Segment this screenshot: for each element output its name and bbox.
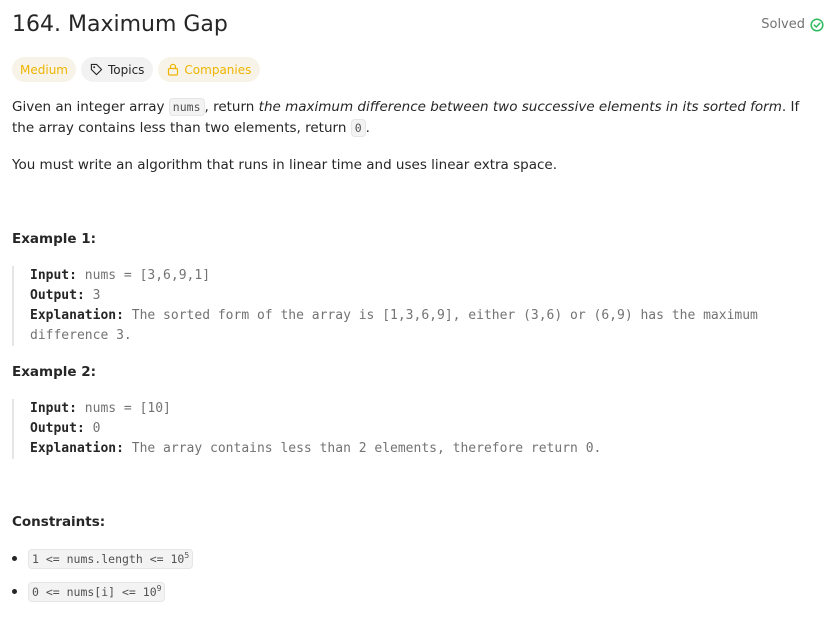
tag-row (12, 57, 260, 82)
lock-icon (167, 63, 179, 76)
output-label: Output: (30, 288, 85, 303)
constraints-heading: Constraints: (12, 514, 106, 530)
constraint-base: 1 <= nums.length <= 10 (32, 552, 185, 566)
constraint-item (12, 581, 193, 614)
example-input (30, 266, 802, 286)
constraint-item (12, 548, 193, 581)
output-label: Output: (30, 421, 85, 436)
output-value: 0 (84, 421, 101, 436)
example-2-block (12, 399, 802, 459)
text-span: . (365, 120, 370, 136)
title-row (12, 0, 826, 50)
input-label: Input: (30, 268, 77, 283)
emphasis-text: the maximum difference between two successive elements in its sorted form (258, 99, 782, 115)
constraint-exponent: 9 (156, 584, 162, 594)
output-value: 3 (84, 288, 101, 303)
companies-label: Companies (184, 62, 252, 77)
description-paragraph (12, 97, 812, 139)
input-value: nums = [3,6,9,1] (76, 268, 211, 283)
constraint-base: 0 <= nums[i] <= 10 (32, 585, 157, 599)
text-span: , return (204, 99, 259, 115)
problem-description (12, 97, 812, 192)
text-span: Given an integer array (12, 99, 169, 115)
description-paragraph: You must write an algorithm that runs in linear time and uses linear extra space. (12, 157, 557, 173)
solved-status (761, 17, 824, 32)
check-circle-icon (810, 18, 824, 32)
explanation-value: The sorted form of the array is [1,3,6,9], either (3,6) or (6,9) has the maximum difference 3. (30, 308, 766, 343)
example-2-heading: Example 2: (12, 364, 97, 380)
example-output (30, 286, 802, 306)
difficulty-badge: Medium (12, 57, 76, 82)
example-1-heading: Example 1: (12, 231, 97, 247)
tag-icon (90, 63, 103, 76)
explanation-value: The array contains less than 2 elements, therefore return 0. (123, 441, 602, 456)
constraint-code (28, 582, 165, 602)
constraint-exponent: 5 (184, 551, 190, 561)
example-explanation (30, 439, 802, 459)
solved-label: Solved (761, 17, 805, 32)
constraint-code (28, 549, 193, 569)
companies-button[interactable] (158, 57, 260, 82)
problem-page (12, 0, 826, 599)
example-explanation (30, 306, 802, 346)
inline-code: 0 (351, 119, 366, 137)
inline-code: nums (169, 98, 205, 116)
example-1-block (12, 266, 802, 346)
input-label: Input: (30, 401, 77, 416)
topics-button[interactable] (81, 57, 153, 82)
input-value: nums = [10] (76, 401, 171, 416)
explanation-label: Explanation: (30, 308, 124, 323)
constraints-list (12, 548, 193, 614)
problem-title[interactable]: 164. Maximum Gap (12, 12, 228, 37)
example-output (30, 419, 802, 439)
explanation-label: Explanation: (30, 441, 124, 456)
example-input (30, 399, 802, 419)
topics-label: Topics (107, 62, 145, 77)
text-span: . If the array contains less than two elements, return (12, 99, 800, 136)
